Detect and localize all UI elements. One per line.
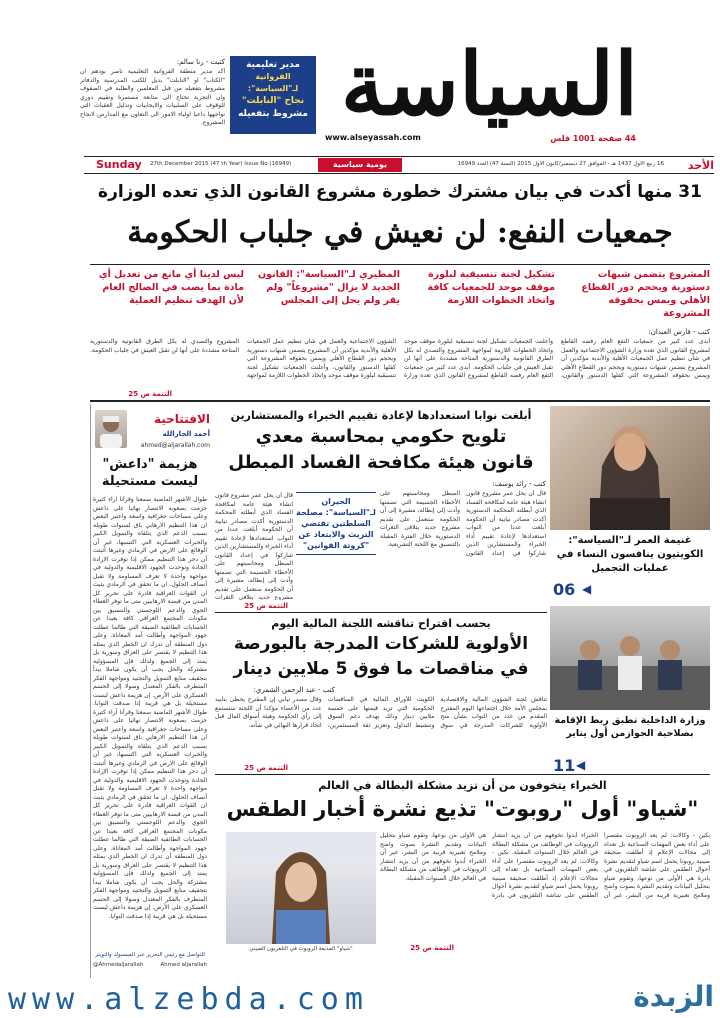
hijri-date: 16 ربيع الأول 1437 هـ - الموافق 27 ديسمبر/كانون الأول 2015 (السنة 47) العدد 16949 (457, 161, 664, 167)
officials-icon (550, 606, 710, 710)
lead-kicker: 31 منها أكدت في بيان مشترك خطورة مشروع القانون الذي تعده الوزارة (98, 182, 702, 202)
lead-rule (90, 264, 710, 265)
lead-bottom-rule (90, 400, 710, 402)
promo-body: أكد مدير منطقة الفروانية التعليمية ناصر بودهم ان "الكتاب" او "النابلت" بديل للكتب المدرسية والدفاتر مشروط بتفعيله من قبل المعلمين والطلبة في الصفوف وان التجربة تحتاج الى متابعة مستمرة وتقييم دوري للوقوف على السلبيات والايجابيات وتذليل العقبات التي تواجهها داعيا اولياء الامور الى التعاون مع المدارس لانجاح المشروع. (80, 68, 225, 126)
editorial-column (90, 404, 210, 978)
lead-subhead (407, 268, 555, 307)
day-en: Sunday (96, 158, 142, 171)
side-news-2-page: 11 (553, 756, 576, 775)
twitter-handle[interactable]: @Ahmedaljarallah (93, 962, 144, 968)
robot-anchor-icon (226, 832, 376, 944)
stocks-headline-line: في مناقصات ما فوق 5 ملايين دينار (233, 659, 529, 679)
interior-ministry-photo (550, 606, 710, 710)
masthead (0, 0, 720, 183)
editorial-email[interactable]: ahmed@aljarallah.com (140, 442, 210, 449)
footer-bar (0, 978, 720, 1018)
editorial-handles (93, 962, 207, 968)
stocks-headline-line: الأولوية للشركات المدرجة بالبورصة (233, 634, 529, 654)
lead-subhead (250, 268, 400, 307)
date-rule-bottom (84, 173, 714, 174)
subhead-text: ليس لدينا أي مانع من تعديل أي مادة بما يصب في الصالح العام لأن الهدف تنظيم العملية (98, 269, 244, 306)
editorial-label: الافتتاحية (153, 412, 210, 426)
footer-brand-logo[interactable]: الزبدة (633, 980, 714, 1013)
editorial-author-photo (95, 410, 127, 448)
promo-headline-box[interactable] (230, 56, 316, 134)
tagline: يومية سياسية مستقلة (318, 158, 402, 172)
stocks-kicker: بحسب اقتراح تناقشه اللجنة المالية اليوم (271, 617, 491, 630)
date-rule-top (84, 156, 714, 157)
website: www.alseyassah.com (325, 133, 421, 142)
corruption-author: كتب - رائد يوسف: (492, 480, 546, 488)
day-ar: الأحد (687, 159, 714, 172)
edition-price: 44 صفحة 1001 فلس (550, 134, 636, 143)
corruption-kicker: أبلغت نوابا استعدادها لإعادة تقييم الخبراء والمستشارين (230, 409, 532, 422)
editorial-headline[interactable] (93, 456, 207, 490)
stocks-text: تناقش لجنة الشؤون المالية والاقتصادية بمجلس الأمة خلال اجتماعها اليوم المقترح المقدم من عدد من النواب بشأن منح الأولوية للشركات المدرجة في سوق الكويت للأوراق المالية في المناقصات الحكومية التي تزيد قيمتها على خمسة ملايين دينار وذلك بهدف دعم السوق وتنشيط التداول وتعزيز ثقة المستثمرين، وقال مصدر نيابي إن المقترح يحظى بتأييد عدد من الأعضاء مؤكدا أن اللجنة ستستمع إلى رأي الحكومة وهيئة أسواق المال قبل اتخاذ قرارها النهائي في شأنه. (215, 696, 547, 729)
side-news-1-page: 06 (553, 580, 576, 599)
lead-subheads (90, 268, 710, 326)
subhead-text: المشروع يتضمن شبهات دستورية ويحجم دور القطاع الأهلي ويمس بحقوقه المشروعة (581, 269, 710, 319)
side-news-2[interactable]: وزارة الداخلية تطبق ربط الإقامة بصلاحية الجوازمن أول يناير (554, 715, 706, 739)
corruption-headline-line: قانون هيئة مكافحة الفساد المبطل (228, 452, 534, 473)
editorial-author: أحمد الجارالله (162, 430, 210, 438)
robot-headline[interactable]: "شياو" أول "روبوت" تذيع نشرة أخبار الطقس (226, 797, 699, 821)
promo-author: كتبت - رنا سالم: (176, 58, 225, 66)
cosmetic-surgery-photo (550, 406, 710, 530)
corruption-sidebar: الجيران لـ"السياسة": مصلحة السلطتين تقتضي التريث والابتعاد عن "كروتة القوانين" (296, 492, 376, 555)
robot-continued[interactable]: التتمة ص 25 (410, 944, 454, 952)
subhead-text: تشكيل لجنة تنسيقية لبلورة موقف موحد للجمعيات كافة واتخاذ الخطوات اللازمة (427, 269, 555, 306)
stocks-body (215, 696, 547, 764)
lead-author: كتب - فارس العبدان: (648, 328, 710, 336)
editorial-headline-line: هزيمة "داعش" (102, 457, 198, 472)
promo-line: نجاح "النابلت" (241, 96, 305, 106)
stocks-author: كتب - عبد الرحمن الشمري: (253, 686, 335, 694)
corruption-headline[interactable] (215, 424, 547, 476)
editorial-text-repeat: طوال الأشهر الماضية سمعنا وقرأنا آراء كثيرة جزمت بصعوبة الانتصار نهائيا على داعش وعلى مساحات جغرافية واسعة واعتبر البعض ان هذا التنظيم الارهابي باق لسنوات طويلة بسبب الدعم الذي يتلقاه والتمويل الكبير والخبرات العسكرية التي اكتسبها، غير أن الوقائع على الارض في الرمادي وغيرها أثبتت أن دحر هذا التنظيم ممكن إذا توفرت الإرادة الجادة وتوحدت الجهود الاقليمية والدولية في مواجهة واحدة لا تعرف المساومة ولا تقبل أنصاف الحلول. ان ما تحقق في الرمادي يثبت ان القوات العراقية قادرة على تحرير كل المدن من قبضة الارهابيين متى ما توفر الغطاء الجوي والدعم اللوجستي والتنسيق بين مكونات المجتمع العراقي كافة بعيدا عن الحسابات الطائفية الضيقة التي طالما عطلت جهود المواجهة وأطالت أمد المعاناة. وعلى دول المنطقة أن تدرك ان الخطر الذي يمثله هذا التنظيم لا يقتصر على العراق وسورية بل يمتد إلى الجميع ولذلك فإن المسؤولية مشتركة والحل يجب أن يكون شاملا يبدأ بتجفيف منابع التمويل والتجنيد ومواجهة الفكر المتطرف بالفكر المعتدل وصولا إلى الحسم العسكري على الأرض. إن هزيمة داعش ليست مستحيلة بل هي قريبة إذا صدقت النوايا. (93, 708, 207, 920)
stocks-headline[interactable] (215, 632, 547, 682)
corruption-body-2 (215, 492, 293, 600)
facebook-handle[interactable]: Ahmed aljarallah (160, 962, 207, 968)
corruption-body (380, 490, 546, 602)
corruption-text-2: قال أن يحل عمر مشروع قانون انشاء هيئة عامة لمكافحة الفساد الذي أبطلته المحكمة الدستورية أكدت مصادر نيابية أن الحكومة أبلغت عددا من النواب استعدادها لإعادة تقييم أداء الخبراء والمستشارين الذين شاركوا في إعداد القانون المبطل ومحاسبتهم على الأخطاء الجسيمة التي تضمنها وأدت إلى إبطاله، مشيرة إلى أن الحكومة ستعمل على تقديم مشروع جديد يتلافى الثغرات (215, 492, 293, 600)
lead-body-repeat: أبدى عدد كبير من جمعيات النفع العام رفضه القاطع لمشروع القانون الذي تعده وزارة الشؤون الاجتماعية والعمل في شأن تنظيم عمل الجمعيات الأهلية والأندية مؤكدين أن المشروع يتضمن شبهات دستورية ويحجم دور القطاع الأهلي ويمس بحقوقه المشروعة التي كفلها الدستور والقانون، وأعلنت الجمعيات تشكيل لجنة تنسيقية لبلورة موقف موحد واتخاذ الخطوات اللازمة لمواجهة المشروع والتصدي له بكل الطرق القانونية والدستورية المتاحة مشددة على أنها لن تقبل العيش في جلباب الحكومة. (90, 338, 553, 379)
promo-line: مشروط بتفعيله (238, 109, 308, 119)
corruption-continued[interactable]: التتمة ص 25 (244, 602, 288, 610)
lead-body: أبدى عدد كبير من جمعيات النفع العام رفضه القاطع لمشروع القانون الذي تعده وزارة الشؤون الاجتماعية والعمل في شأن تنظيم عمل الجمعيات الأهلية والأندية مؤكدين أن المشروع يتضمن شبهات دستورية ويحجم دور القطاع الأهلي ويمس بحقوقه المشروعة التي كفلها الدستور والقانون، وأعلنت الجمعيات تشكيل لجنة تنسيقية لبلورة موقف موحد واتخاذ الخطوات اللازمة لمواجهة المشروع والتصدي له بكل الطرق القانونية والدستورية المتاحة مشددة على أنها لن تقبل العيش في جلباب الحكومة. (404, 338, 710, 379)
editorial-text: طوال الأشهر الماضية سمعنا وقرأنا آراء كثيرة جزمت بصعوبة الانتصار نهائيا على داعش وعلى مساحات جغرافية واسعة واعتبر البعض ان هذا التنظيم الارهابي باق لسنوات طويلة بسبب الدعم الذي يتلقاه والتمويل الكبير والخبرات العسكرية التي اكتسبها، غير أن الوقائع على الارض في الرمادي وغيرها أثبتت أن دحر هذا التنظيم ممكن إذا توفرت الإرادة الجادة وتوحدت الجهود الاقليمية والدولية في مواجهة واحدة لا تعرف المساومة ولا تقبل أنصاف الحلول. ان ما تحقق في الرمادي يثبت ان القوات العراقية قادرة على تحرير كل المدن من قبضة الارهابيين متى ما توفر الغطاء الجوي والدعم اللوجستي والتنسيق بين مكونات المجتمع العراقي كافة بعيدا عن الحسابات الطائفية الضيقة التي طالما عطلت جهود المواجهة وأطالت أمد المعاناة. وعلى دول المنطقة أن تدرك ان الخطر الذي يمثله هذا التنظيم لا يقتصر على العراق وسورية بل يمتد إلى الجميع ولذلك فإن المسؤولية مشتركة والحل يجب أن يكون شاملا يبدأ بتجفيف منابع التمويل والتجنيد ومواجهة الفكر المتطرف بالفكر المعتدل وصولا إلى الحسم العسكري على الأرض. إن هزيمة داعش ليست مستحيلة بل هي قريبة إذا صدقت النوايا. (93, 496, 207, 707)
corruption-text: قال أن يحل عمر مشروع قانون انشاء هيئة عامة لمكافحة الفساد الذي أبطلته المحكمة الدستورية أكدت مصادر نيابية أن الحكومة أبلغت عددا من النواب استعدادها لإعادة تقييم أداء الخبراء والمستشارين الذين شاركوا في إعداد القانون المبطل ومحاسبتهم على الأخطاء الجسيمة التي تضمنها وأدت إلى إبطاله، مشيرة إلى أن الحكومة ستعمل على تقديم مشروع جديد يتلافى الثغرات الدستورية خلال الفترة المقبلة بالتنسيق مع اللجنة التشريعية. (380, 490, 546, 557)
editorial-body (93, 496, 207, 948)
robot-text: بكين - وكالات: لم يعد الروبوت مقتصرا على أداء بعض المهمات الصناعية بل تعداه إلى مجالات الإعلام إذ أطلقت صحيفة صينية روبوتا يحمل اسم شياو لتقديم نشرة أحوال الطقس على شاشة التلفزيون في بادرة هي الأولى من نوعها، وتقوم شياو بتحليل البيانات وتقديم النشرة بصوت واضح وملامح تعبيرية قريبة من البشر، غير أن الخبراء أبدوا تخوفهم من أن يزيد انتشار الروبوتات في الوظائف من مشكلة البطالة في العالم خلال السنوات المقبلة. (492, 832, 710, 899)
robot-anchor-photo (226, 832, 376, 944)
editorial-footer: للتواصل مع رئيس التحرير عبر الفيسبوك والتويتر (95, 952, 205, 958)
robot-text-repeat: بكين - وكالات: لم يعد الروبوت مقتصرا على أداء بعض المهمات الصناعية بل تعداه إلى مجالات الإعلام إذ أطلقت صحيفة صينية روبوتا يحمل اسم شياو لتقديم نشرة أحوال الطقس على شاشة التلفزيون في بادرة هي الأولى من نوعها، وتقوم شياو بتحليل البيانات وتقديم النشرة بصوت واضح وملامح تعبيرية قريبة من البشر، غير أن الخبراء أبدوا تخوفهم من أن يزيد انتشار الروبوتات في الوظائف من مشكلة البطالة في العالم خلال السنوات المقبلة. (380, 832, 598, 899)
subhead-text: المطيري لـ"السياسة": القانون الجديد لا يزال "مشروعاً" ولم يقر ولم يحل إلى المجلس (258, 269, 400, 306)
promo-line: مدير تعليمية (246, 60, 300, 70)
corruption-rule (215, 612, 547, 613)
greg-date: 27th December 2015 (47 th Year) Issue No (16949) (150, 161, 292, 167)
lead-subhead (90, 268, 244, 307)
lead-headline[interactable]: جمعيات النفع: لن نعيش في جلباب الحكومة (127, 215, 673, 250)
side-news-1[interactable]: غنيمة العمر لـ"السياسة": الكويتيون ينافسون النساء في عمليات التجميل (556, 535, 704, 574)
corruption-headline-line: تلويح حكومي بمحاسبة معدي (255, 426, 507, 447)
masthead-logo: السياسة (340, 34, 638, 135)
arrow-left-icon: ◀ (576, 758, 586, 772)
lead-subhead (562, 268, 710, 320)
robot-body (380, 832, 710, 942)
lead-continued[interactable]: التتمة ص 25 (128, 390, 172, 398)
editorial-author-icon (95, 410, 127, 448)
robot-kicker: الخبراء يتخوفون من أن تزيد مشكلة البطالة في العالم (318, 779, 607, 792)
promo-line: الفروانية لـ"السياسة": (247, 72, 299, 93)
footer-url[interactable]: www.alzebda.com (8, 982, 369, 1017)
arrow-left-icon: ◀ (582, 582, 592, 596)
robot-caption: "شياو" المذيعة الروبوت في التلفزيون الصيني (249, 946, 353, 952)
editorial-headline-line: ليست مستحيلة (101, 474, 199, 489)
stocks-continued[interactable]: التتمة ص 25 (244, 764, 288, 772)
stocks-rule (215, 774, 710, 775)
lead-body-columns (90, 338, 710, 388)
woman-portrait-icon (550, 406, 710, 530)
